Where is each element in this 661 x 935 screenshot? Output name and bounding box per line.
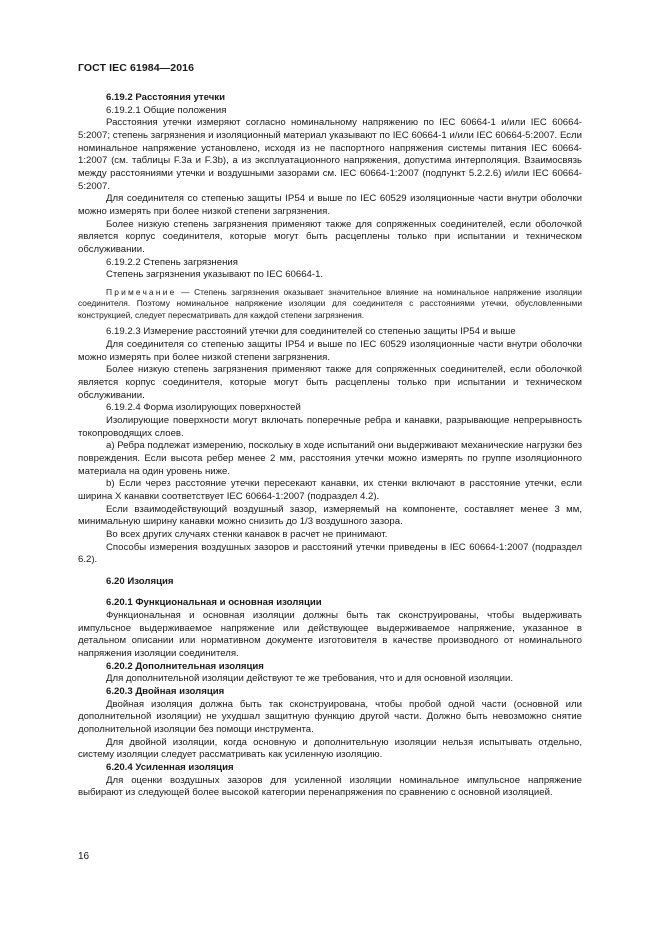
section-6-20-4-title: 6.20.4 Усиленная изоляция xyxy=(106,762,234,773)
page-number: 16 xyxy=(78,851,90,862)
section-gap xyxy=(78,567,582,576)
paragraph: Для двойной изоляции, когда основную и дополнительную изоляции нельзя испытывать отдельно, систему изоляции следует рассматривать как усиленную изоляцию. xyxy=(78,736,582,761)
paragraph: Если взаимодействующий воздушный зазор, измеряемый на компоненте, составляет менее 3 мм, минимальную ширину канавки можно снизить до 1/3 воздушного зазора. xyxy=(78,503,582,528)
section-6-19-2-title: 6.19.2 Расстояния утечки xyxy=(106,92,225,103)
section-6-20-1-title: 6.20.1 Функциональная и основная изоляции xyxy=(106,597,322,609)
list-item: b) Если через расстояние утечки пересекают канавки, их стенки включают в расстояние утечки, если ширина X канавки соответствует IEC 60664-1:2007 (подраздел 4.2). xyxy=(78,478,582,502)
section-6-20-3-title: 6.20.3 Двойная изоляция xyxy=(106,686,225,698)
section-6-19-2-1-title: 6.19.2.1 Общие положения xyxy=(106,104,227,116)
list-item: a) Ребра подлежат измерению, поскольку в ходе испытаний они выдерживают механические нагрузки без повреждения. Если высота ребер менее 2 мм, расстояния утечки можно измерять по группе изоляционного материала на один уровень ниже. xyxy=(78,440,582,477)
paragraph: Во всех других случаях стенки канавок в расчет не принимают. xyxy=(106,528,388,540)
paragraph: Двойная изоляция должна быть так сконструирована, чтобы пробой одной части (основной или дополнительной изоляции) не ухудшал защитную функцию другой части. Должно быть невозможно снятие дополнительной изоляции без помощи инструмента. xyxy=(78,698,582,736)
section-6-19-2-3-title: 6.19.2.3 Измерение расстояний утечки для соединителей со степенью защиты IP54 и выше xyxy=(106,326,516,338)
note-label: Примечание xyxy=(106,286,177,297)
note xyxy=(78,287,582,322)
paragraph: Для дополнительной изоляции действуют те же требования, что и для основной изоляции. xyxy=(106,673,514,685)
section-6-20-2-title: 6.20.2 Дополнительная изоляция xyxy=(106,660,264,672)
section-6-20-title: 6.20 Изоляция xyxy=(106,575,174,587)
paragraph: Более низкую степень загрязнения применяют также для сопряженных соединителей, если оболочкой является корпус соединителя, которые могут быть расцеплены только при испытании и техническом обслуживании. xyxy=(78,364,582,401)
paragraph: Для соединителя со степенью защиты IP54 и выше по IEC 60529 изоляционные части внутри оболочки можно измерять при более низкой степени загрязнения. xyxy=(78,193,582,217)
paragraph: Функциональная и основная изоляции должны быть так сконструированы, чтобы выдерживать импульсное выдерживаемое напряжение или действующее выдерживаемое напряжение, указанное в детальном описании или нормативном документе изготовителя в качестве производного от номинального напряжения изоляции соединителя. xyxy=(78,610,582,660)
paragraph: Изолирующие поверхности могут включать поперечные ребра и канавки, разрывающие непрерывность токопроводящих слоев. xyxy=(78,414,582,439)
section-6-19-2-4-title: 6.19.2.4 Форма изолирующих поверхностей xyxy=(106,402,301,414)
paragraph: Расстояния утечки измеряют согласно номинальному напряжению по IEC 60664-1 и/или IEC 60664-5:2007; степень загрязнения и изоляционный материал указывают по IEC 60664-1 и/или IEC 60664-5:2007. Если номинальное напряжение установлено, исходя из не паспортного напряжения системы питания IEC 60664-1:2007 (см. таблицы F.3a и F.3b), а из эксплуатационного напряжения, допустима интерполяция. Взаимосвязь между расстояниями утечки и воздушными зазорами см. IEC 60664-1:2007 (подпункт 5.2.2.6) и/или IEC 60664-5:2007. xyxy=(78,117,582,192)
note-text: — Степень загрязнения оказывает значительное влияние на номинальное напряжение изоляции соединителя. Поэтому номинальное напряжение изоляции для соединителя с расстояниями утечки, обусловленными конструкцией, следует пересматривать для каждой степени загрязнения. xyxy=(78,286,582,320)
section-gap xyxy=(78,588,582,597)
paragraph: Способы измерения воздушных зазоров и расстояний утечки приведены в IEC 60664-1:2007 (подраздел 6.2). xyxy=(78,541,582,566)
document-header: ГОСТ IEC 61984—2016 xyxy=(78,62,195,74)
paragraph: Для соединителя со степенью защиты IP54 и выше по IEC 60529 изоляционные части внутри оболочки можно измерять при более низкой степени загрязнения. xyxy=(78,339,582,363)
document-body xyxy=(78,92,582,800)
paragraph: Для оценки воздушных зазоров для усиленной изоляции номинальное импульсное напряжение выбирают из следующей более высокой категории перенапряжения по сравнению с основной изоляцией. xyxy=(78,774,582,799)
section-6-19-2-2-title: 6.19.2.2 Степень загрязнения xyxy=(106,256,238,268)
paragraph: Степень загрязнения указывают по IEC 60664-1. xyxy=(106,269,324,281)
paragraph: Более низкую степень загрязнения применяют также для сопряженных соединителей, если оболочкой является корпус соединителя, которые могут быть расцеплены только при испытании и техническом обслуживании. xyxy=(78,218,582,255)
